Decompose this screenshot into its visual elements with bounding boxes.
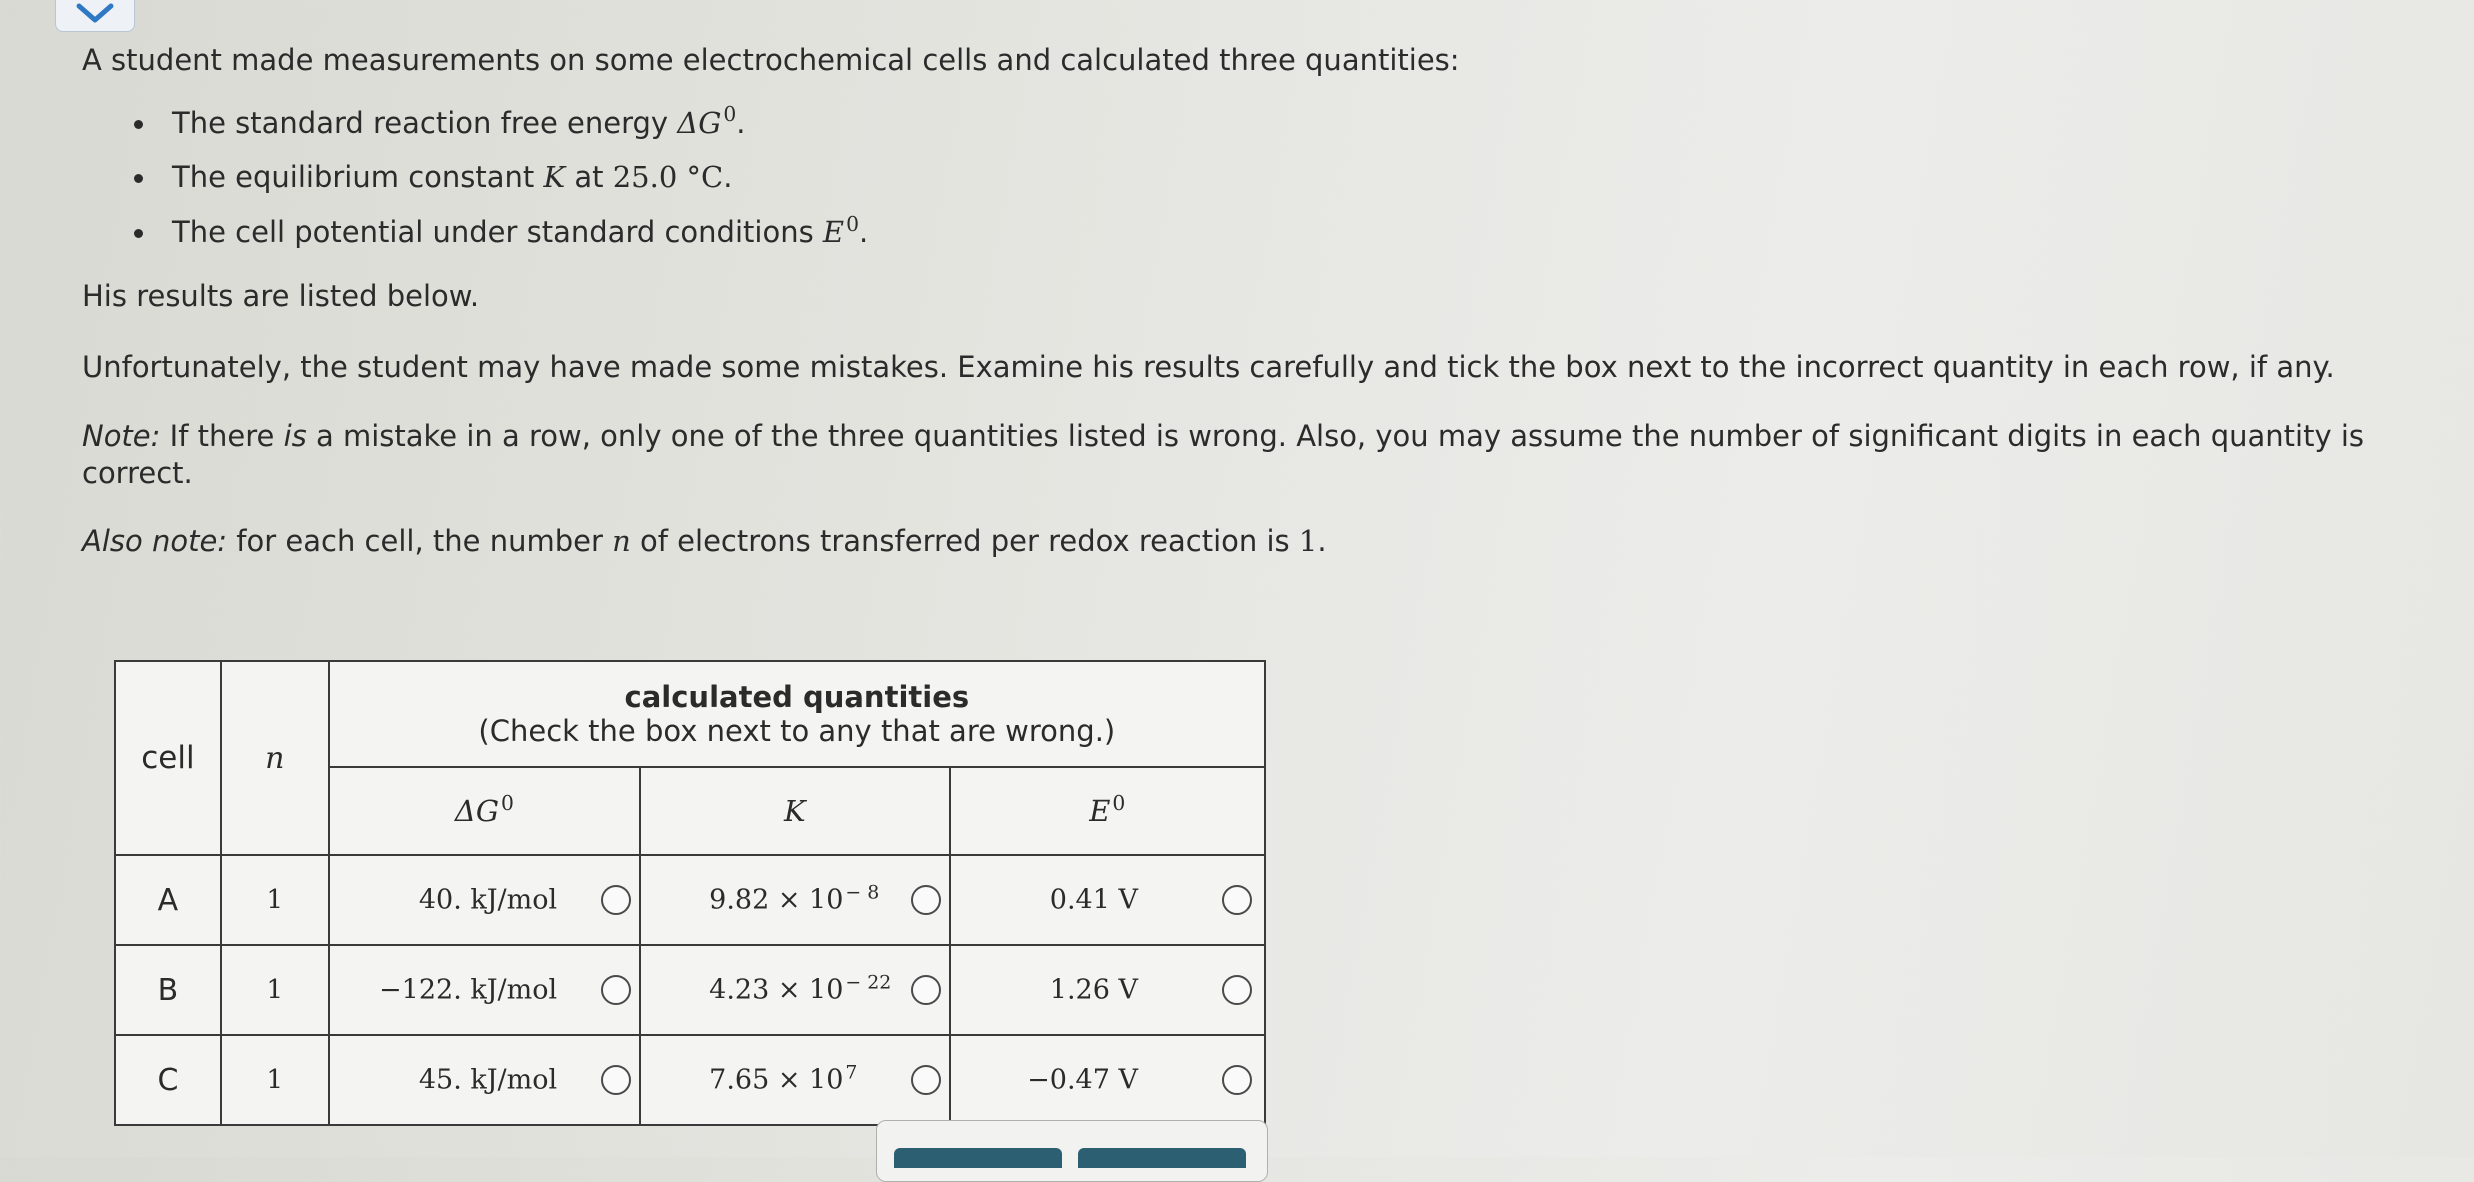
instruction-text: Unfortunately, the student may have made some mistakes. Examine his results carefully and tick the box next to the incorrect quantity in each row, if any. [82,349,2335,384]
k-symbol: K [543,160,566,195]
row-label: B [115,945,221,1035]
e-cell [950,1035,1265,1125]
table-row [115,945,1265,1035]
header-k: K [640,767,949,855]
question-text [82,40,2472,562]
delta-g-value: 45. kJ/mol [418,1064,558,1096]
n-value: 1 [221,855,329,945]
row-label: A [115,855,221,945]
e-symbol: E [822,214,845,249]
header-calculated-quantities: calculated quantities (Check the box next to any that are wrong.) [329,661,1265,767]
results-table [114,660,1266,1126]
radio-unchecked-icon[interactable] [1222,975,1252,1005]
radio-unchecked-icon[interactable] [601,1065,631,1095]
k-exponent: 7 [845,1061,858,1084]
list-item: The standard reaction free energy $\Delta G^0$. [172,103,2472,144]
k-cell [640,1035,949,1125]
radio-unchecked-icon[interactable] [911,975,941,1005]
radio-unchecked-icon[interactable] [911,885,941,915]
header-delta-g: $\Delta G^0$ [329,767,640,855]
k-mantissa: 7.65 × 10 [709,1064,844,1096]
note-text: Note: If there is a mistake in a row, only one of the three quantities listed is wrong. Also, you may assume the number of significant digits in each quantity is correct. [82,418,2365,491]
collapse-toggle-button[interactable] [55,0,135,32]
delta-g-value: −122. kJ/mol [379,974,558,1006]
chevron-down-icon [75,2,115,24]
k-cell [640,855,949,945]
n-value: 1 [221,1035,329,1125]
check-button[interactable] [1078,1148,1246,1168]
delta-g-cell [329,1035,640,1125]
clear-button[interactable] [894,1148,1062,1168]
k-exponent: − 22 [845,971,892,994]
list-item: The cell potential under standard conditions $E^0$. [172,212,2472,253]
e-value: 0.41 V [1049,884,1138,916]
delta-g-symbol: ΔG [677,105,722,140]
e-value: 1.26 V [1049,974,1138,1006]
quantity-list [82,103,2472,253]
delta-g-cell [329,945,640,1035]
intro-text: A student made measurements on some electrochemical cells and calculated three quantities: [82,43,1460,77]
radio-unchecked-icon[interactable] [1222,1065,1252,1095]
table-row [115,1035,1265,1125]
delta-g-value: 40. kJ/mol [418,884,558,916]
k-cell [640,945,949,1035]
n-value: 1 [221,945,329,1035]
k-mantissa: 9.82 × 10 [709,884,844,916]
radio-unchecked-icon[interactable] [601,975,631,1005]
also-note-text: Also note: for each cell, the number n of electrons transferred per redox reaction is 1. [82,523,1327,558]
radio-unchecked-icon[interactable] [1222,885,1252,915]
list-item: The equilibrium constant K at 25.0 °C. [172,157,2472,198]
row-label: C [115,1035,221,1125]
radio-unchecked-icon[interactable] [601,885,631,915]
e-value: −0.47 V [1027,1064,1138,1096]
temperature-value: 25.0 °C [612,160,724,195]
radio-unchecked-icon[interactable] [911,1065,941,1095]
header-cell: cell [115,661,221,855]
header-e: $E^0$ [950,767,1265,855]
results-text: His results are listed below. [82,279,480,314]
k-mantissa: 4.23 × 10 [709,974,844,1006]
e-cell [950,855,1265,945]
header-n: n [221,661,329,855]
table-row [115,855,1265,945]
k-exponent: − 8 [845,881,880,904]
e-cell [950,945,1265,1035]
delta-g-cell [329,855,640,945]
